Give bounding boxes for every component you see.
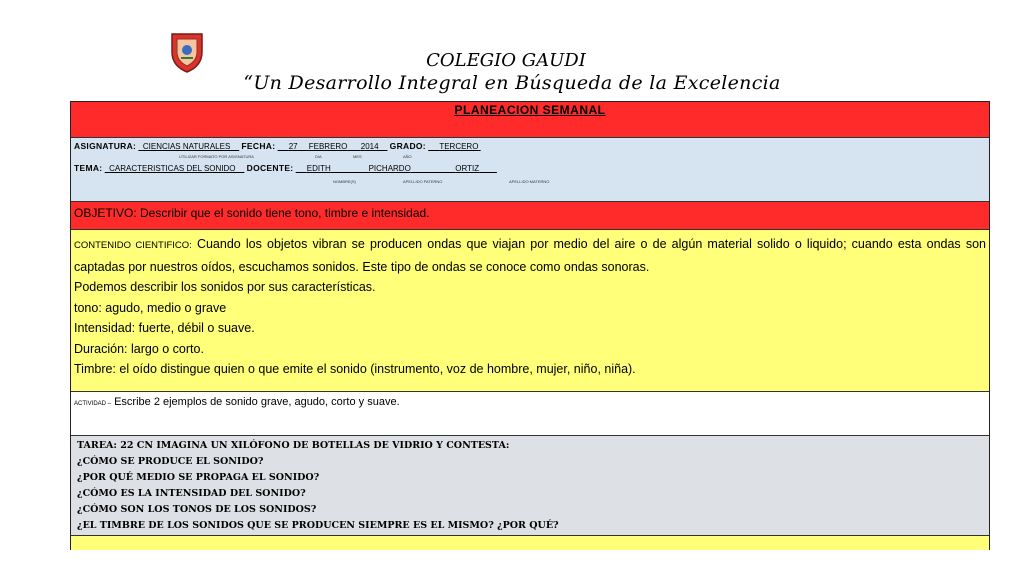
contenido-intro-text: Cuando los objetos vibran se producen ondas que viajan por medio del aire o de algún material solido o liquido; cuando esta ondas son captadas por nuestros oídos, escuchamos sonidos. Este tipo de ondas se conoce como ondas sonoras. [74,237,986,274]
tema-label: TEMA: [74,163,103,173]
contenido-line: tono: agudo, medio o grave [74,300,227,315]
grado-value: TERCERO [439,142,479,151]
tarea-line: ¿CÓMO SE PRODUCE EL SONIDO? [77,456,264,467]
tarea-line: ¿CÓMO ES LA INTENSIDAD DEL SONIDO? [77,488,306,499]
actividad-label: ACTIVIDAD – [74,401,112,407]
tarea-line: ¿CÓMO SON LOS TONOS DE LOS SONIDOS? [77,504,317,515]
hint-ap-paterno: APELLIDO PATERNO [403,179,443,184]
hint-ap-materno: APELLIDO MATERNO [509,179,550,184]
asignatura-label: ASIGNATURA: [74,141,137,151]
grado-label: GRADO: [389,141,426,151]
contenido-line: Timbre: el oído distingue quien o que emite el sonido (instrumento, voz de hombre, mujer, niño, niña). [74,362,636,376]
objetivo-text: OBJETIVO: Describir que el sonido tiene tono, timbre e intensidad. [74,206,430,220]
tarea-line: TAREA: 22 CN IMAGINA UN XILÓFONO DE BOTELLAS DE VIDRIO Y CONTESTA: [77,440,510,451]
contenido-label: CONTENIDO CIENTIFICO: [74,240,192,251]
tarea-line: ¿POR QUÉ MEDIO SE PROPAGA EL SONIDO? [77,472,320,483]
tema-line [74,163,986,173]
hint-mes: MES [353,154,362,159]
blank-footer-row [71,536,989,550]
tarea-row [71,436,989,536]
weekly-plan-table [70,101,990,550]
tema-value: CARACTERISTICAS DEL SONIDO [109,164,236,173]
contenido-line: Intensidad: fuerte, débil o suave. [74,321,255,335]
objetivo-row [71,202,989,230]
contenido-line: Podemos describir los sonidos por sus características. [74,280,376,294]
contenido-line: Duración: largo o corto. [74,341,204,356]
hint-nombre: NOMBRE(S) [333,179,356,184]
school-name: COLEGIO GAUDI [426,50,586,71]
fecha-value: 27 FEBRERO 2014 [288,142,379,151]
docente-label: DOCENTE: [246,163,294,173]
contenido-row [71,230,989,392]
title-row [71,102,989,138]
school-motto: “Un Desarrollo Integral en Búsqueda de la Excelencia [243,72,781,94]
plan-title: PLANEACION SEMANAL [454,103,606,117]
docente-value: EDITH PICHARDO ORTIZ [306,164,480,173]
asignatura-line [74,141,986,151]
actividad-row [71,392,989,436]
actividad-text: Escribe 2 ejemplos de sonido grave, agudo, corto y suave. [114,396,400,408]
fecha-label: FECHA: [241,141,276,151]
tarea-line: ¿EL TIMBRE DE LOS SONIDOS QUE SE PRODUCEN SIEMPRE ES EL MISMO? ¿POR QUÉ? [77,520,559,531]
hint-formato: UTILIZAR FORMATO POR ASIGNATURA [179,154,254,159]
asignatura-value: CIENCIAS NATURALES [142,142,231,151]
hint-dia: DIA [315,154,322,159]
info-row [71,138,989,202]
contenido-intro [74,234,986,277]
hint-anio: AÑO [403,154,412,159]
